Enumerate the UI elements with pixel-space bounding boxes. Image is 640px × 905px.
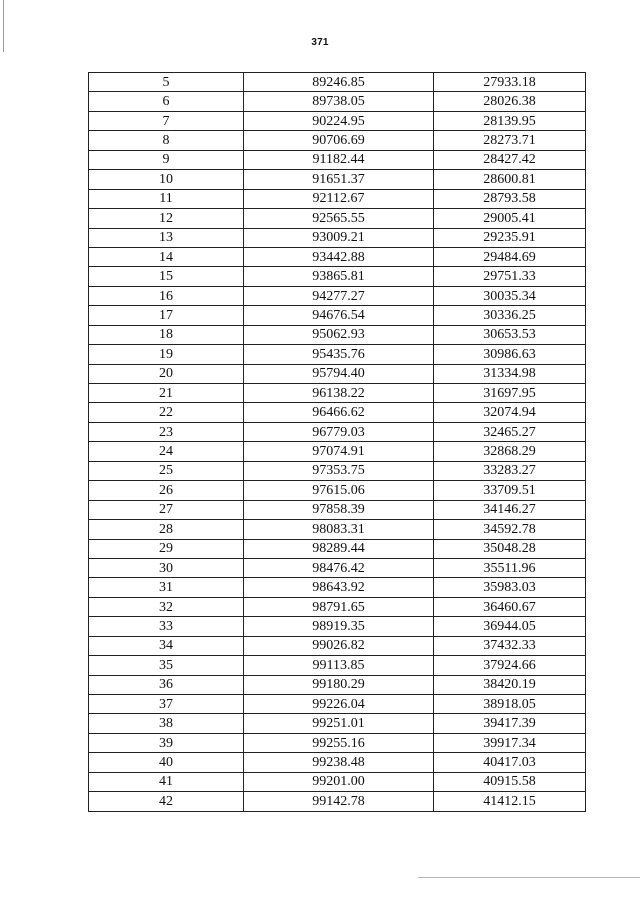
table-row xyxy=(89,636,586,655)
table-cell: 28273.71 xyxy=(434,131,586,150)
table-cell: 28 xyxy=(89,520,244,539)
table-cell: 31697.95 xyxy=(434,384,586,403)
table-cell: 22 xyxy=(89,403,244,422)
table-row xyxy=(89,520,586,539)
table-cell: 39417.39 xyxy=(434,714,586,733)
table-cell: 32465.27 xyxy=(434,422,586,441)
table-row xyxy=(89,189,586,208)
table-cell: 28026.38 xyxy=(434,92,586,111)
table-cell: 99238.48 xyxy=(244,753,434,772)
table-cell: 38918.05 xyxy=(434,695,586,714)
table-body xyxy=(89,73,586,812)
table-row xyxy=(89,500,586,519)
table-row xyxy=(89,286,586,305)
table-row xyxy=(89,617,586,636)
table-cell: 6 xyxy=(89,92,244,111)
table-cell: 24 xyxy=(89,442,244,461)
table-row xyxy=(89,753,586,772)
table-cell: 35 xyxy=(89,656,244,675)
table-cell: 11 xyxy=(89,189,244,208)
table-cell: 91182.44 xyxy=(244,150,434,169)
table-cell: 98919.35 xyxy=(244,617,434,636)
table-cell: 96466.62 xyxy=(244,403,434,422)
table-cell: 93009.21 xyxy=(244,228,434,247)
table-cell: 37924.66 xyxy=(434,656,586,675)
table-cell: 33709.51 xyxy=(434,481,586,500)
table-cell: 31334.98 xyxy=(434,364,586,383)
table-cell: 33283.27 xyxy=(434,461,586,480)
table-cell: 36944.05 xyxy=(434,617,586,636)
table-cell: 35511.96 xyxy=(434,558,586,577)
footer-rule xyxy=(418,877,640,878)
table-row xyxy=(89,695,586,714)
table-cell: 30 xyxy=(89,558,244,577)
table-cell: 32868.29 xyxy=(434,442,586,461)
data-table xyxy=(88,72,586,812)
table-cell: 25 xyxy=(89,461,244,480)
table-cell: 91651.37 xyxy=(244,170,434,189)
table-cell: 94676.54 xyxy=(244,306,434,325)
table-cell: 95062.93 xyxy=(244,325,434,344)
table-cell: 31 xyxy=(89,578,244,597)
table-cell: 28600.81 xyxy=(434,170,586,189)
table-row xyxy=(89,345,586,364)
table-cell: 9 xyxy=(89,150,244,169)
table-cell: 36 xyxy=(89,675,244,694)
table-row xyxy=(89,772,586,791)
table-cell: 14 xyxy=(89,247,244,266)
table-row xyxy=(89,422,586,441)
table-cell: 30653.53 xyxy=(434,325,586,344)
table-row xyxy=(89,73,586,92)
table-cell: 99113.85 xyxy=(244,656,434,675)
table-cell: 40915.58 xyxy=(434,772,586,791)
table-row xyxy=(89,111,586,130)
table-cell: 98083.31 xyxy=(244,520,434,539)
table-cell: 17 xyxy=(89,306,244,325)
table-cell: 19 xyxy=(89,345,244,364)
table-cell: 40 xyxy=(89,753,244,772)
data-table-container xyxy=(88,72,585,812)
table-cell: 38 xyxy=(89,714,244,733)
table-cell: 33 xyxy=(89,617,244,636)
table-cell: 28427.42 xyxy=(434,150,586,169)
table-row xyxy=(89,733,586,752)
table-cell: 97353.75 xyxy=(244,461,434,480)
table-cell: 35983.03 xyxy=(434,578,586,597)
table-cell: 90224.95 xyxy=(244,111,434,130)
table-cell: 95435.76 xyxy=(244,345,434,364)
table-cell: 92565.55 xyxy=(244,209,434,228)
table-row xyxy=(89,578,586,597)
table-cell: 32 xyxy=(89,597,244,616)
table-cell: 89738.05 xyxy=(244,92,434,111)
table-cell: 16 xyxy=(89,286,244,305)
table-row xyxy=(89,209,586,228)
table-cell: 92112.67 xyxy=(244,189,434,208)
table-cell: 99255.16 xyxy=(244,733,434,752)
table-cell: 97858.39 xyxy=(244,500,434,519)
table-cell: 21 xyxy=(89,384,244,403)
table-cell: 29751.33 xyxy=(434,267,586,286)
table-cell: 34146.27 xyxy=(434,500,586,519)
table-cell: 42 xyxy=(89,792,244,811)
table-row xyxy=(89,170,586,189)
table-row xyxy=(89,306,586,325)
table-cell: 10 xyxy=(89,170,244,189)
table-row xyxy=(89,364,586,383)
table-cell: 26 xyxy=(89,481,244,500)
table-cell: 29235.91 xyxy=(434,228,586,247)
table-row xyxy=(89,461,586,480)
table-cell: 90706.69 xyxy=(244,131,434,150)
table-row xyxy=(89,228,586,247)
table-cell: 28139.95 xyxy=(434,111,586,130)
table-row xyxy=(89,597,586,616)
table-cell: 93442.88 xyxy=(244,247,434,266)
table-cell: 30986.63 xyxy=(434,345,586,364)
table-cell: 30336.25 xyxy=(434,306,586,325)
table-cell: 98643.92 xyxy=(244,578,434,597)
table-row xyxy=(89,656,586,675)
table-row xyxy=(89,714,586,733)
table-row xyxy=(89,675,586,694)
table-cell: 15 xyxy=(89,267,244,286)
table-cell: 7 xyxy=(89,111,244,130)
table-cell: 99226.04 xyxy=(244,695,434,714)
table-cell: 34592.78 xyxy=(434,520,586,539)
table-cell: 39917.34 xyxy=(434,733,586,752)
table-cell: 99251.01 xyxy=(244,714,434,733)
table-cell: 27 xyxy=(89,500,244,519)
table-cell: 18 xyxy=(89,325,244,344)
table-cell: 12 xyxy=(89,209,244,228)
table-cell: 99026.82 xyxy=(244,636,434,655)
table-cell: 99142.78 xyxy=(244,792,434,811)
table-cell: 98476.42 xyxy=(244,558,434,577)
table-cell: 95794.40 xyxy=(244,364,434,383)
table-cell: 41 xyxy=(89,772,244,791)
table-cell: 40417.03 xyxy=(434,753,586,772)
table-cell: 29005.41 xyxy=(434,209,586,228)
table-cell: 98791.65 xyxy=(244,597,434,616)
table-row xyxy=(89,267,586,286)
table-cell: 96779.03 xyxy=(244,422,434,441)
table-cell: 27933.18 xyxy=(434,73,586,92)
table-cell: 97074.91 xyxy=(244,442,434,461)
table-row xyxy=(89,247,586,266)
table-cell: 30035.34 xyxy=(434,286,586,305)
table-row xyxy=(89,558,586,577)
table-cell: 23 xyxy=(89,422,244,441)
table-cell: 99180.29 xyxy=(244,675,434,694)
table-cell: 89246.85 xyxy=(244,73,434,92)
table-row xyxy=(89,481,586,500)
table-cell: 20 xyxy=(89,364,244,383)
table-row xyxy=(89,92,586,111)
table-cell: 37432.33 xyxy=(434,636,586,655)
table-cell: 37 xyxy=(89,695,244,714)
table-cell: 32074.94 xyxy=(434,403,586,422)
table-row xyxy=(89,539,586,558)
table-row xyxy=(89,131,586,150)
table-cell: 99201.00 xyxy=(244,772,434,791)
table-cell: 93865.81 xyxy=(244,267,434,286)
table-cell: 13 xyxy=(89,228,244,247)
table-cell: 97615.06 xyxy=(244,481,434,500)
table-cell: 39 xyxy=(89,733,244,752)
table-cell: 28793.58 xyxy=(434,189,586,208)
table-cell: 94277.27 xyxy=(244,286,434,305)
table-cell: 98289.44 xyxy=(244,539,434,558)
table-row xyxy=(89,792,586,811)
table-cell: 29484.69 xyxy=(434,247,586,266)
table-row xyxy=(89,150,586,169)
table-cell: 29 xyxy=(89,539,244,558)
table-row xyxy=(89,403,586,422)
table-cell: 8 xyxy=(89,131,244,150)
table-cell: 38420.19 xyxy=(434,675,586,694)
table-cell: 34 xyxy=(89,636,244,655)
table-cell: 36460.67 xyxy=(434,597,586,616)
table-cell: 35048.28 xyxy=(434,539,586,558)
table-cell: 5 xyxy=(89,73,244,92)
table-row xyxy=(89,325,586,344)
table-cell: 96138.22 xyxy=(244,384,434,403)
table-row xyxy=(89,384,586,403)
page-number: 371 xyxy=(311,37,329,48)
table-cell: 41412.15 xyxy=(434,792,586,811)
table-row xyxy=(89,442,586,461)
